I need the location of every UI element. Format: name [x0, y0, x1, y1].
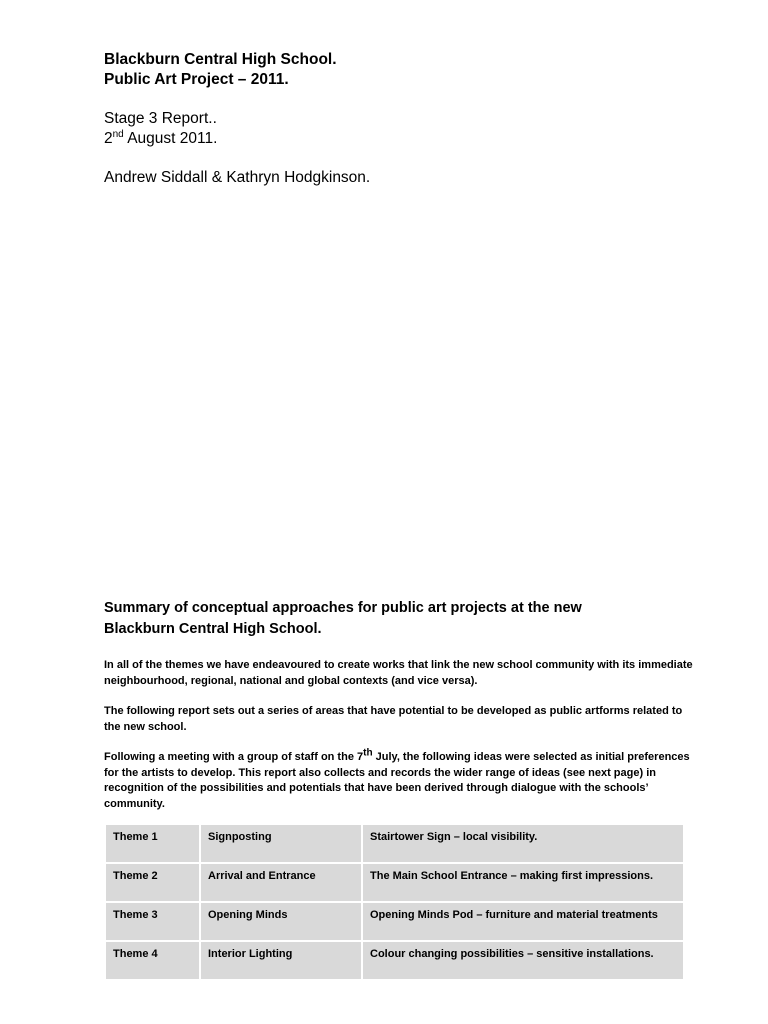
date-day: 2 [104, 130, 113, 147]
date-rest: August 2011. [123, 130, 218, 147]
theme-cell: Theme 2 [105, 863, 200, 902]
table-row [105, 863, 684, 902]
report-date [104, 129, 370, 149]
theme-detail-cell: Opening Minds Pod – furniture and material treatments [362, 902, 684, 941]
report-title: Stage 3 Report.. [104, 110, 217, 127]
themes-table [104, 823, 685, 981]
theme-cell: Theme 1 [105, 824, 200, 863]
summary-title [104, 598, 694, 640]
theme-detail-cell: Stairtower Sign – local visibility. [362, 824, 684, 863]
report-stage-block [104, 109, 370, 149]
table-row [105, 902, 684, 941]
summary-title-line1: Summary of conceptual approaches for public art projects at the new [104, 600, 582, 616]
theme-cell: Theme 4 [105, 941, 200, 980]
date-suffix: nd [112, 128, 124, 140]
summary-paragraph-3 [104, 747, 694, 812]
theme-title-cell: Interior Lighting [200, 941, 362, 980]
theme-title-cell: Arrival and Entrance [200, 863, 362, 902]
para3-start: Following a meeting with a group of staff on the 7 [104, 751, 364, 763]
document-header [104, 50, 370, 188]
summary-paragraph-1: In all of the themes we have endeavoured to create works that link the new school community with its immediate neighbourhood, regional, national and global contexts (and vice versa). [104, 659, 693, 687]
table-row [105, 824, 684, 863]
para3-rest: July, the following ideas were selected as initial preferences for the artists to develop. This report also collects and records the wider range of ideas (see next page) in recognition of the possibilities and potentials that have been derived through dialogue with the schools’ community. [104, 751, 690, 810]
para3-suffix: th [363, 747, 373, 759]
theme-title-cell: Opening Minds [200, 902, 362, 941]
summary-paragraph-2: The following report sets out a series of areas that have potential to be developed as public artforms related to the new school. [104, 705, 683, 733]
table-row [105, 941, 684, 980]
summary-title-line2: Blackburn Central High School. [104, 621, 322, 637]
theme-detail-cell: Colour changing possibilities – sensitive installations. [362, 941, 684, 980]
theme-title-cell: Signposting [200, 824, 362, 863]
authors: Andrew Siddall & Kathryn Hodgkinson. [104, 169, 371, 186]
summary-section [104, 598, 694, 827]
theme-detail-cell: The Main School Entrance – making first impressions. [362, 863, 684, 902]
project-title: Public Art Project – 2011. [104, 71, 289, 88]
school-name: Blackburn Central High School. [104, 51, 337, 68]
theme-cell: Theme 3 [105, 902, 200, 941]
